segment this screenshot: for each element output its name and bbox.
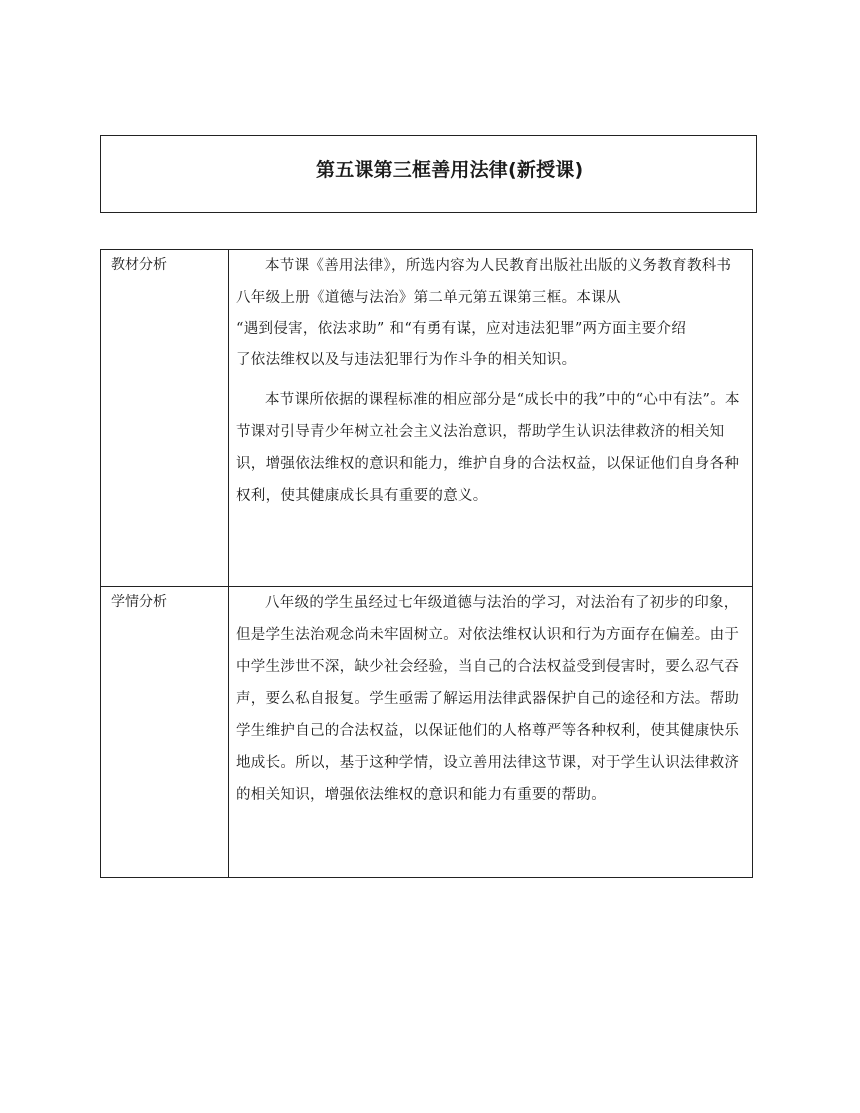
document-title: 第五课第三框善用法律(新授课): [316, 159, 584, 181]
row-label-student-analysis: 学情分析: [111, 594, 167, 610]
student-paragraph-1: 八年级的学生虽经过七年级道德与法治的学习，对法治有了初步的印象，但是学生法治观念尚未牢固树立。对依法维权认识和行为方面存在偏差。由于中学生涉世不深，缺少社会经验，当自己的合法权益受到侵害时，要么忍气吞声，要么私自报复。学生亟需了解运用法律武器保护自己的途径和方法。帮助学生维护自己的合法权益，以保证他们的人格尊严等各种权利，使其健康快乐地成长。所以，基于这种学情，设立善用法律这节课，对于学生认识法律救济的相关知识，增强依法维权的意识和能力有重要的帮助。: [236, 595, 740, 803]
textbook-paragraph-4: 本节课所依据的课程标准的相应部分是“成长中的我”中的“心中有法”。本节课对引导青少年树立社会主义法治意识，帮助学生认识法律救济的相关知识，增强依法维权的意识和能力，维护自身的合法权益，以保证他们自身各种权利，使其健康成长具有重要的意义。: [236, 392, 740, 504]
textbook-paragraph-2: “遇到侵害，依法求助” 和“有勇有谋，应对违法犯罪”两方面主要介绍: [236, 321, 687, 337]
row-label-cell: [101, 250, 229, 587]
analysis-table: [100, 249, 753, 878]
title-box: [100, 135, 757, 213]
row-label-textbook-analysis: 教材分析: [111, 257, 167, 273]
table-row-textbook-analysis: [101, 250, 753, 587]
row-content-cell: [229, 250, 753, 587]
textbook-paragraph-3: 了依法维权以及与违法犯罪行为作斗争的相关知识。: [236, 352, 577, 368]
textbook-paragraph-1: 本节课《善用法律》，所选内容为人民教育出版社出版的义务教育教科书八年级上册《道德与法治》第二单元第五课第三框。本课从: [236, 258, 732, 306]
row-content-cell: [229, 587, 753, 878]
table-row-student-analysis: [101, 587, 753, 878]
row-label-cell: [101, 587, 229, 878]
